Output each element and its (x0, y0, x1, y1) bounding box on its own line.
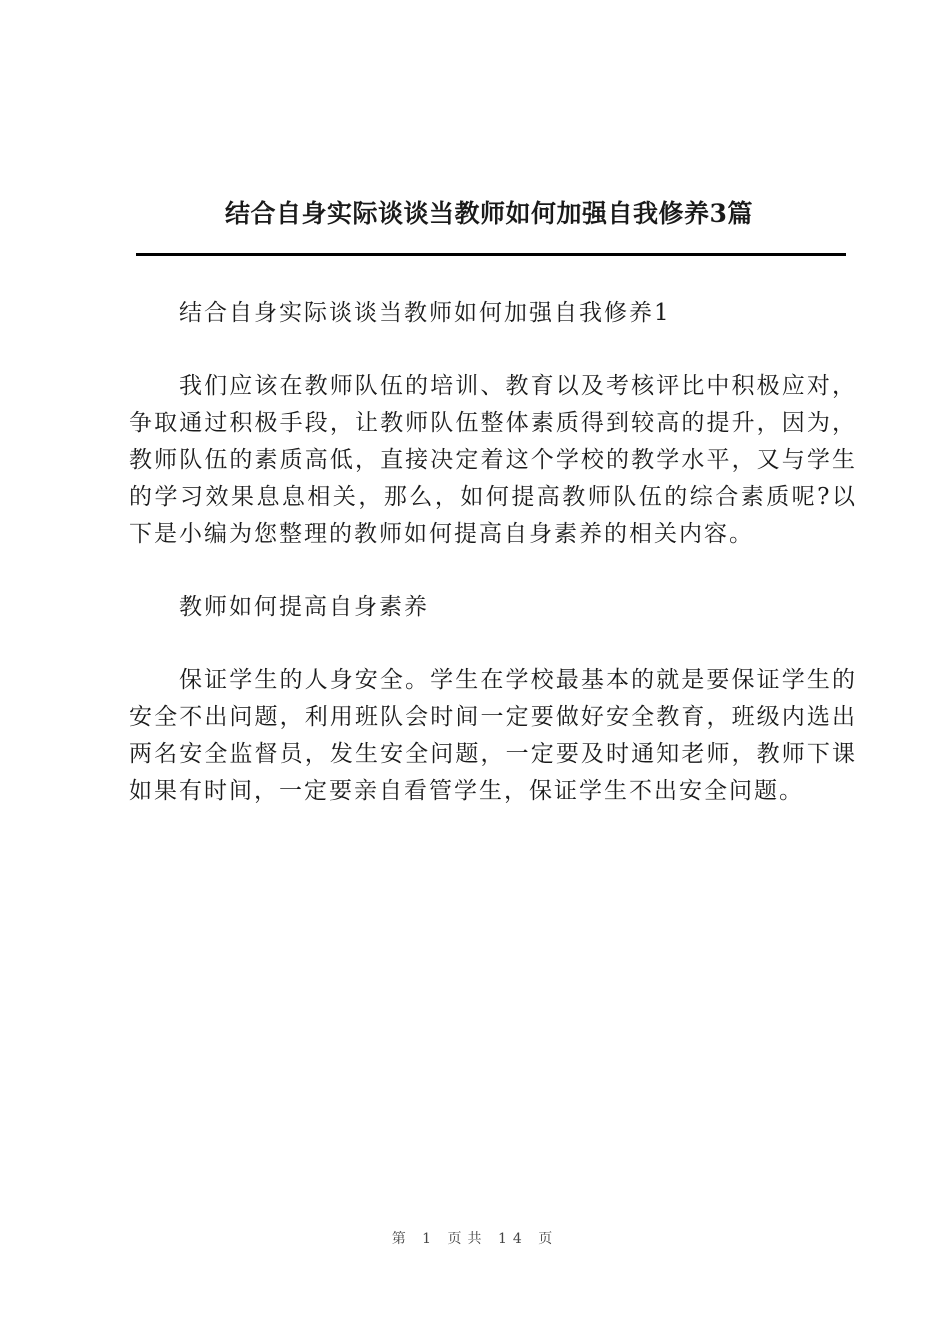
section-heading-1: 结合自身实际谈谈当教师如何加强自我修养1 (179, 300, 671, 326)
section-heading-2: 教师如何提高自身素养 (179, 594, 429, 620)
document-title: 结合自身实际谈谈当教师如何加强自我修养3篇 (225, 199, 753, 228)
intro-paragraph: 我们应该在教师队伍的培训、教育以及考核评比中积极应对，争取通过积极手段，让教师队伍整体素质得到较高的提升，因为，教师队伍的素质高低，直接决定着这个学校的教学水平，又与学生的学习效果息息相关，那么，如何提高教师队伍的综合素质呢?以下是小编为您整理的教师如何提高自身素养的相关内容。 (129, 373, 857, 547)
page-footer: 第 1 页共 14 页 (391, 1231, 559, 1247)
safety-paragraph: 保证学生的人身安全。学生在学校最基本的就是要保证学生的安全不出问题，利用班队会时间一定要做好安全教育，班级内选出两名安全监督员，发生安全问题，一定要及时通知老师，教师下课如果有时间，一定要亲自看管学生，保证学生不出安全问题。 (129, 667, 857, 804)
document-body (129, 277, 857, 828)
title-divider (136, 253, 846, 256)
